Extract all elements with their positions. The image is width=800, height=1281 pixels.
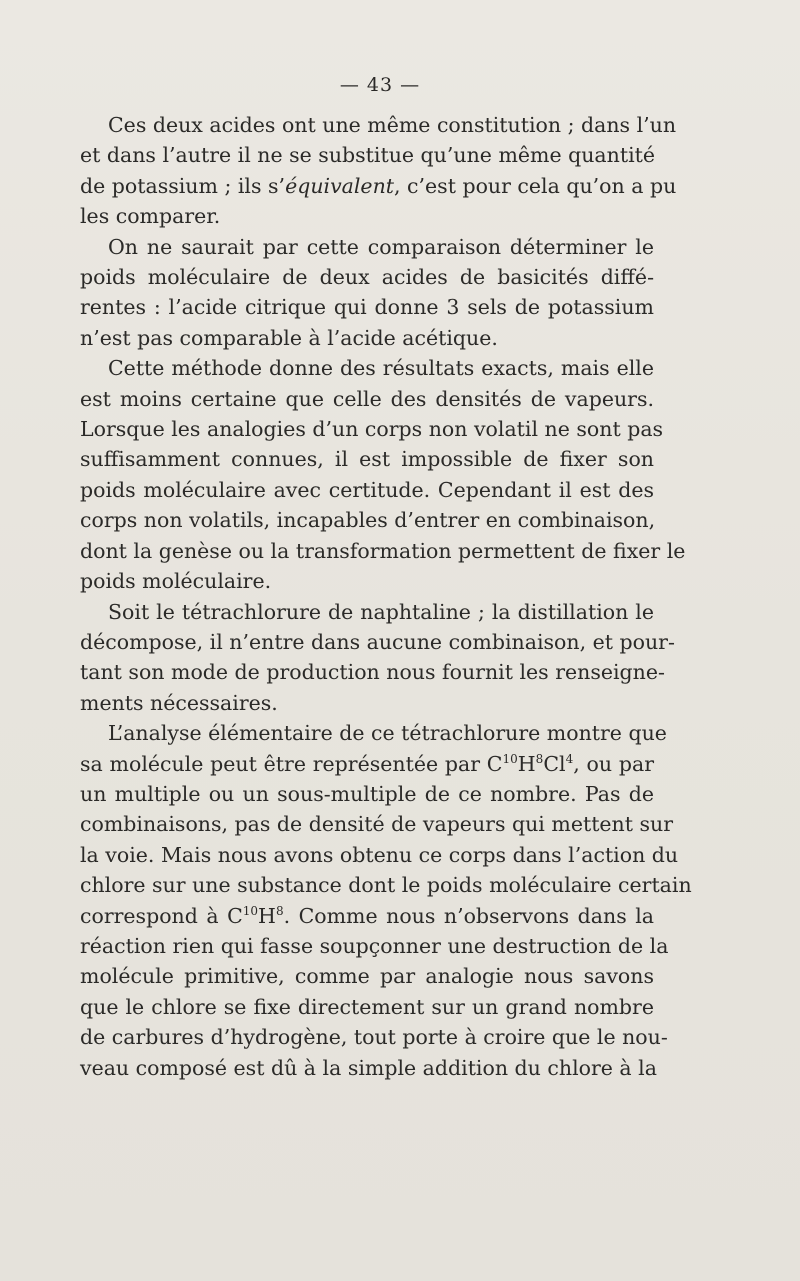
text-run: rentes : l’acide citrique qui donne 3 sels de potassium [80,295,654,320]
text-run: réaction rien qui fasse soupçonner une destruction de la [80,933,669,958]
superscript: 10 [502,751,518,766]
text-line [80,171,677,201]
text-run: , ou par [573,751,654,776]
text-line [80,1022,668,1052]
superscript: 10 [242,903,259,918]
superscript: 8 [535,751,544,766]
italic-text: équivalent [285,173,395,198]
text-run: . Comme nous n’observons dans la [283,903,654,928]
text-line [80,931,669,961]
text-line [80,1053,657,1083]
text-run: décompose, il n’entre dans aucune combinaison, et pour- [80,629,675,654]
text-line [80,657,665,687]
text-line [80,718,667,748]
text-line [80,414,664,444]
text-run: corps non volatils, incapables d’entrer en combinaison, [80,508,656,533]
text-run: chlore sur une substance dont le poids moléculaire certain [80,873,692,898]
text-run: de carbures d’hydrogène, tout porte à croire que le nou- [80,1025,668,1050]
text-line [80,809,674,839]
text-line [80,292,654,322]
text-run: Ces deux acides ont une même constitution ; dans l’un [108,113,677,137]
text-run: tant son mode de production nous fournit les renseigne- [80,660,665,685]
text-line [80,110,677,140]
text-run: est moins certaine que celle des densités de vapeurs. [80,386,654,411]
text-run: la voie. Mais nous avons obtenu ce corps dans l’action du [80,842,679,867]
text-line [80,749,654,779]
text-line [80,475,654,505]
text-line [80,597,654,627]
page-number: — 43 — [339,74,421,96]
text-run: que le chlore se fixe directement sur un grand nombre [80,994,654,1019]
text-run: Cette méthode donne des résultats exacts, mais elle [108,356,654,381]
text-line [80,444,654,474]
text-run: dont la genèse ou la transformation permettent de fixer le [80,538,686,563]
text-run: , c’est pour cela qu’on a pu [394,173,677,198]
text-line [80,536,686,566]
text-line [80,688,654,718]
text-line [80,627,675,657]
text-run: poids moléculaire avec certitude. Cependant il est des [80,477,654,502]
text-line [80,779,654,809]
text-run: et dans l’autre il ne se substitue qu’une même quantité [80,143,656,168]
text-line [80,505,654,535]
text-line [80,262,654,292]
text-run: Cl [543,751,566,776]
text-run: ments nécessaires. [80,690,278,715]
text-run: molécule primitive, comme par analogie nous savons [80,964,654,989]
text-line [80,870,692,900]
text-run: un multiple ou un sous-multiple de ce nombre. Pas de [80,781,654,806]
text-run: H [517,751,536,776]
text-run: n’est pas comparable à l’acide acétique. [80,325,498,350]
text-run: poids moléculaire. [80,569,272,594]
text-run: veau composé est dû à la simple addition du chlore à la [80,1055,657,1080]
text-run: de potassium ; ils s’ [80,173,286,198]
superscript: 8 [275,903,284,918]
text-line [80,840,679,870]
text-run: L’analyse élémentaire de ce tétrachlorure montre que [108,721,667,746]
text-run: poids moléculaire de deux acides de basicités diffé- [80,265,654,290]
text-line [80,201,654,231]
text-line [80,384,654,414]
text-run: les comparer. [80,204,221,229]
text-line [80,992,654,1022]
text-run: combinaisons, pas de densité de vapeurs qui mettent sur [80,812,674,837]
text-run: H [258,903,276,928]
text-run: Soit le tétrachlorure de naphtaline ; la distillation le [108,599,654,624]
text-line [80,353,654,383]
text-line [80,566,654,596]
text-line [80,323,654,353]
text-line [80,140,654,170]
text-run: Lorsque les analogies d’un corps non volatil ne sont pas [80,417,664,442]
text-line [80,901,654,931]
text-line [80,961,654,991]
text-line [80,232,654,262]
body-text [80,110,692,1083]
text-run: correspond à C [80,903,243,928]
text-run: suffisamment connues, il est impossible de fixer son [80,447,654,472]
superscript: 4 [565,751,574,766]
text-run: sa molécule peut être représentée par C [80,751,503,776]
text-run: On ne saurait par cette comparaison déterminer le [108,234,654,259]
